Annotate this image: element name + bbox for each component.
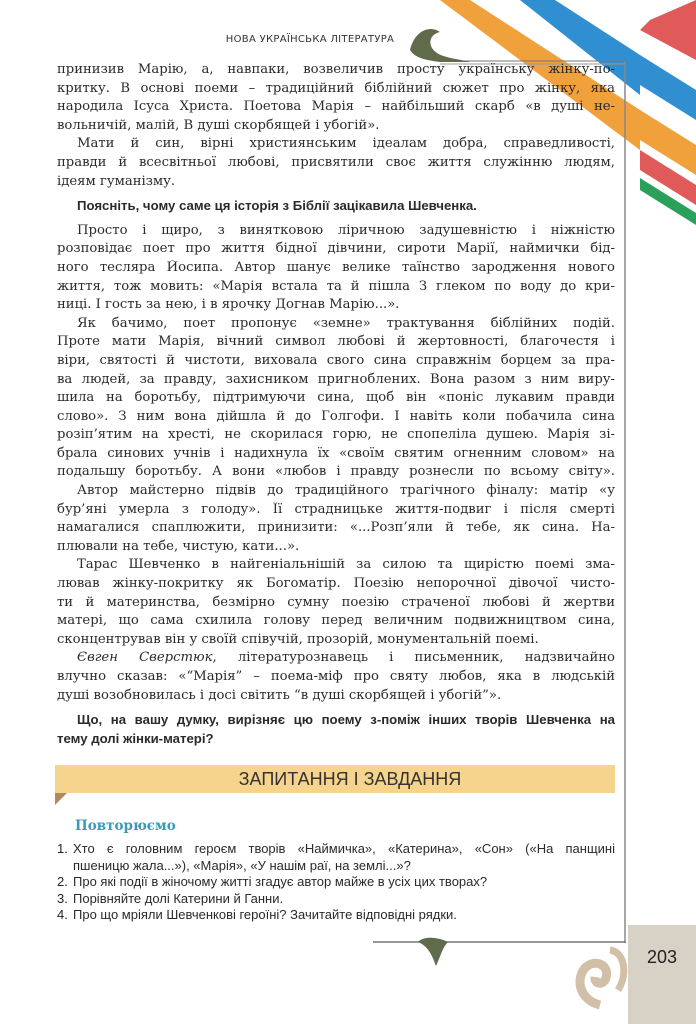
text-line: ниці. І гость за нею, і в ярочку Догнав Марію...». (57, 297, 400, 313)
list-item (57, 907, 615, 924)
text-line: душі возобновилась і досі світить “в душі скорбящей і убогій”». (57, 687, 502, 703)
text-line: плювали на тебе, чистую, кати...». (57, 538, 300, 554)
text-line: Що, на вашу думку, вирізняє цю поему з-поміж інших творів Шевченка на (77, 712, 615, 728)
text-line: пшеницю жала...»), «Марія», «У нашім раї, на землі...»? (73, 857, 411, 873)
paragraph-4 (57, 316, 615, 483)
item-number: 1. (57, 841, 68, 856)
paragraph-7 (57, 650, 615, 706)
text-line: Про які події в жіночому житті згадує автор майже в усіх цих творах? (73, 874, 488, 889)
text-fragment: , літературознавець і письменник, надзвичайно (212, 650, 615, 666)
page-number: 203 (646, 947, 678, 967)
text-line: Про що мріяли Шевченкові героїні? Зачитайте відповідні рядки. (73, 907, 457, 922)
body-text (57, 62, 615, 755)
text-line: матері, що сама схилила голову перед величним подвижництвом сина, (57, 613, 615, 629)
text-line: сконцентрував він у своїй співучій, прозорій, монументальній поемі. (57, 631, 539, 647)
text-line: ного тесляра Йосипа. Автор шанує велике таїнство зародження нового (57, 259, 615, 275)
text-line: критку. В основі поеми – традиційний біблійний сюжет про жінку, яка (57, 80, 615, 96)
text-line: вольничій, малій, В душі скорбящей і убогій». (57, 117, 380, 133)
page-corner-block (628, 925, 696, 1024)
text-line: розповідає поет про життя бідної дівчини, сироти Марії, наймички бід- (57, 241, 615, 257)
text-line: Порівняйте долі Катерини й Ганни. (73, 890, 284, 906)
paragraph-6 (57, 557, 615, 650)
section-banner (55, 765, 615, 793)
text-line (57, 650, 615, 669)
text-line: шила на боротьбу, підтримуючи сина, щоб він «поніс лукавим правди (57, 390, 615, 406)
list-item (57, 874, 615, 891)
text-line: лював жінку-покритку як Богоматір. Поезію непорочної дівочої чисто- (57, 576, 615, 592)
ornament-leaf-bottom-icon (418, 938, 448, 966)
text-line: народила Ісуса Христа. Поетова Марія – найбільший скарб «в душі не- (57, 99, 615, 115)
list-item (57, 891, 615, 908)
text-line: правди й всесвітньої любові, присвятили своє життя служінню людям, (57, 154, 615, 170)
text-line: Мати й син, вірні християнським ідеалам добра, справедливості, (77, 136, 615, 152)
question-2 (57, 712, 615, 749)
paragraph-3 (57, 223, 615, 316)
item-number: 3. (57, 890, 68, 906)
item-number: 2. (57, 874, 68, 889)
item-number: 4. (57, 907, 68, 922)
author-name: Євген Сверстюк (77, 650, 213, 666)
paragraph-1 (57, 62, 615, 136)
text-line: влучно сказав: «“Марія” – поема-міф про святу любов, яка в людській (57, 669, 615, 684)
banner-fold (55, 793, 67, 805)
running-title: НОВА УКРАЇНСЬКА ЛІТЕРАТУРА (225, 34, 395, 45)
text-line: Автор майстерно підвів до традиційного трагічного фіналу: матір «у (77, 483, 615, 499)
text-line: подальшу боротьбу. А вони «любов і правду рознесли по всьому світу». (57, 464, 615, 480)
text-line: Хто є головним героєм творів «Наймичка», «Катерина», «Сон» («На панщині (73, 841, 615, 856)
text-line: життя, тож мовить: «Марія встала та й пішла З глеком по воду до кри- (57, 278, 615, 294)
text-line: Проте мати Марія, вічний символ любові й жертовності, благочестя і (57, 334, 615, 350)
text-line: брала синових учнів і надихнула їх «своїм святим огненним словом» на (57, 445, 615, 461)
text-line: бур’яні умерла з голоду». Її страдницьке життя-подвиг і після смерті (57, 501, 615, 517)
stripe-red-top (640, 0, 696, 60)
text-line: слово». З ним вона дійшла й до Голгофи. І навіть коли побачила сина (57, 408, 615, 424)
stripe-blue-right (640, 55, 696, 120)
text-line: віри, святості й чистоти, виховала свого сина справжнім борцем за пра- (57, 352, 615, 368)
text-line: ти й материнства, безмірно сумну поезію страченої любові й жертви (57, 594, 615, 610)
text-line: Як бачимо, поет пропонує «земне» трактування біблійних подій. (77, 315, 615, 331)
text-line: ідеям гуманізму. (57, 173, 176, 189)
text-line: розіп’ятим на хресті, не скорилася горю, не спопеліла душею. Марія зі- (57, 427, 615, 443)
section-title: ЗАПИТАННЯ І ЗАВДАННЯ (238, 769, 462, 789)
text-line: Просто і щиро, з винятковою ліричною задушевністю і ніжністю (77, 222, 615, 238)
text-line: ва людей, за правду, захисником пригноблених. Вона разом з ним виру- (57, 371, 615, 387)
text-line: Поясніть, чому саме ця історія з Біблії зацікавила Шевченка. (77, 198, 477, 214)
text-line: тему долі жінки-матері? (57, 730, 214, 746)
question-1 (57, 198, 615, 217)
paragraph-2 (57, 136, 615, 192)
text-line: принизив Марію, а, навпаки, возвеличив просту українську жінку-по- (57, 62, 615, 77)
question-list (57, 841, 615, 924)
section-subheading: Повторюємо (75, 818, 176, 834)
list-item (57, 841, 615, 874)
text-line: намагалися спаплюжити, принизити: «...Розп’яли й тебе, як сина. На- (57, 520, 615, 536)
text-line: Тарас Шевченко в найгеніальнішій за силою та щирістю поемі зма- (77, 557, 615, 573)
paragraph-5 (57, 483, 615, 557)
ornament-swirl-icon (570, 930, 630, 1010)
